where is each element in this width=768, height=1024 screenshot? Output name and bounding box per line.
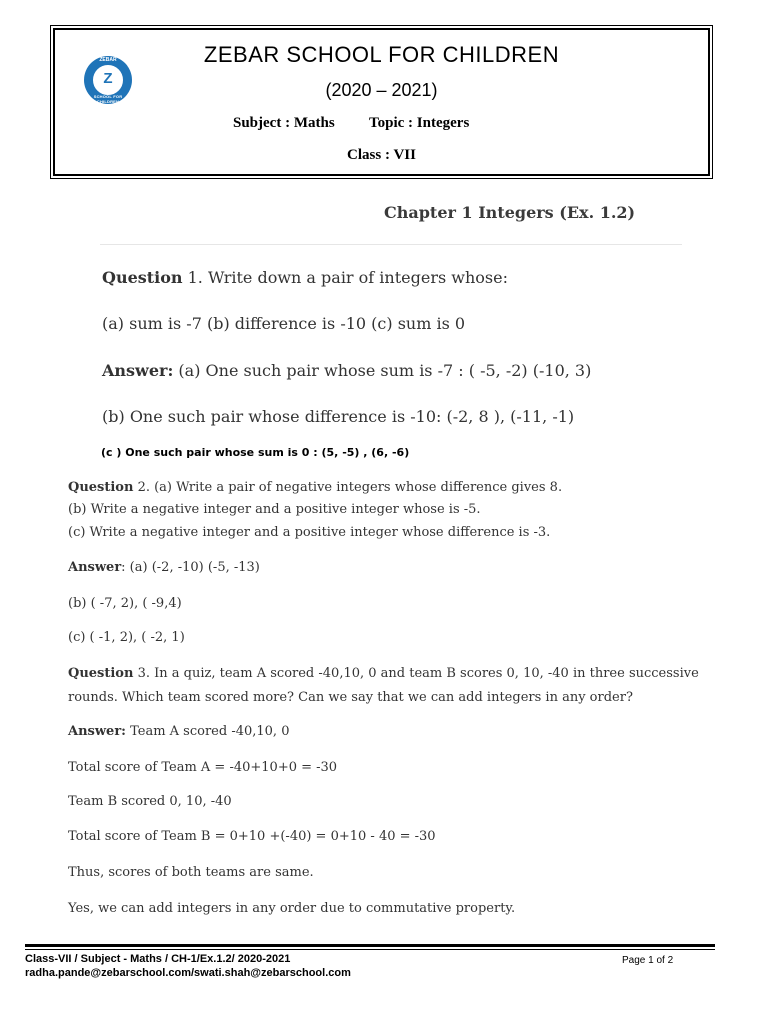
class-label: Class : VII <box>347 147 416 163</box>
answer-3-line-4: Total score of Team B = 0+10 +(-40) = 0+10 - 40 = -30 <box>68 829 436 844</box>
answer-3-line-2: Total score of Team A = -40+10+0 = -30 <box>68 760 338 775</box>
footer-emails: radha.pande@zebarschool.com/swati.shah@zebarschool.com <box>25 967 351 979</box>
answer-label: Answer: <box>68 724 126 739</box>
question-label: Question <box>68 666 134 681</box>
answer-label: Answer <box>68 560 122 575</box>
logo-text: ZEBAR <box>99 57 117 63</box>
question-text: 2. (a) Write a pair of negative integers whose difference gives 8. <box>133 480 563 495</box>
logo-z-icon: Z <box>103 70 113 87</box>
subject-label: Subject : Maths <box>233 115 335 131</box>
school-header <box>53 28 710 176</box>
answer-1a <box>102 361 591 380</box>
answer-3-line-6: Yes, we can add integers in any order due to commutative property. <box>68 901 516 916</box>
answer-2b: (b) ( -7, 2), ( -9,4) <box>68 596 182 611</box>
divider <box>100 244 682 245</box>
question-2c: (c) Write a negative integer and a positive integer whose difference is -3. <box>68 525 551 540</box>
footer-divider-thin <box>25 949 715 950</box>
question-1-parts: (a) sum is -7 (b) difference is -10 (c) sum is 0 <box>102 314 466 333</box>
footer-class-info: Class-VII / Subject - Maths / CH-1/Ex.1.2/ 2020-2021 <box>25 953 291 965</box>
question-label: Question <box>102 268 183 287</box>
answer-2c: (c) ( -1, 2), ( -2, 1) <box>68 630 185 645</box>
answer-1b: (b) One such pair whose difference is -10: (-2, 8 ), (-11, -1) <box>102 407 575 426</box>
answer-3-line-5: Thus, scores of both teams are same. <box>68 865 314 880</box>
school-name: ZEBAR SCHOOL FOR CHILDREN <box>203 42 560 67</box>
page-number: Page 1 of 2 <box>622 955 674 966</box>
question-text: 1. Write down a pair of integers whose: <box>182 268 508 287</box>
chapter-title: Chapter 1 Integers (Ex. 1.2) <box>384 203 636 222</box>
question-label: Question <box>68 480 134 495</box>
question-3-line-2: rounds. Which team scored more? Can we say that we can add integers in any order? <box>68 690 633 705</box>
answer-3-line-3: Team B scored 0, 10, -40 <box>68 794 232 809</box>
footer-divider <box>25 944 715 947</box>
answer-1c: (c ) One such pair whose sum is 0 : (5, -5) , (6, -6) <box>101 446 410 459</box>
answer-2a <box>68 560 260 575</box>
question-text: 3. In a quiz, team A scored -40,10, 0 and team B scores 0, 10, -40 in three successive <box>133 666 699 681</box>
answer-text: : (a) (-2, -10) (-5, -13) <box>121 560 260 575</box>
answer-3-line-1 <box>68 724 289 739</box>
question-1 <box>102 268 508 287</box>
question-2a <box>68 480 562 495</box>
answer-label: Answer: <box>102 361 174 380</box>
question-2b: (b) Write a negative integer and a positive integer whose is -5. <box>68 502 481 517</box>
answer-text: Team A scored -40,10, 0 <box>125 724 290 739</box>
logo-ring-text: SCHOOL FOR CHILDREN <box>93 94 123 104</box>
question-3-line-1 <box>68 666 699 681</box>
academic-year: (2020 – 2021) <box>325 80 438 100</box>
topic-label: Topic : Integers <box>369 115 470 131</box>
answer-text: (a) One such pair whose sum is -7 : ( -5, -2) (-10, 3) <box>173 361 592 380</box>
